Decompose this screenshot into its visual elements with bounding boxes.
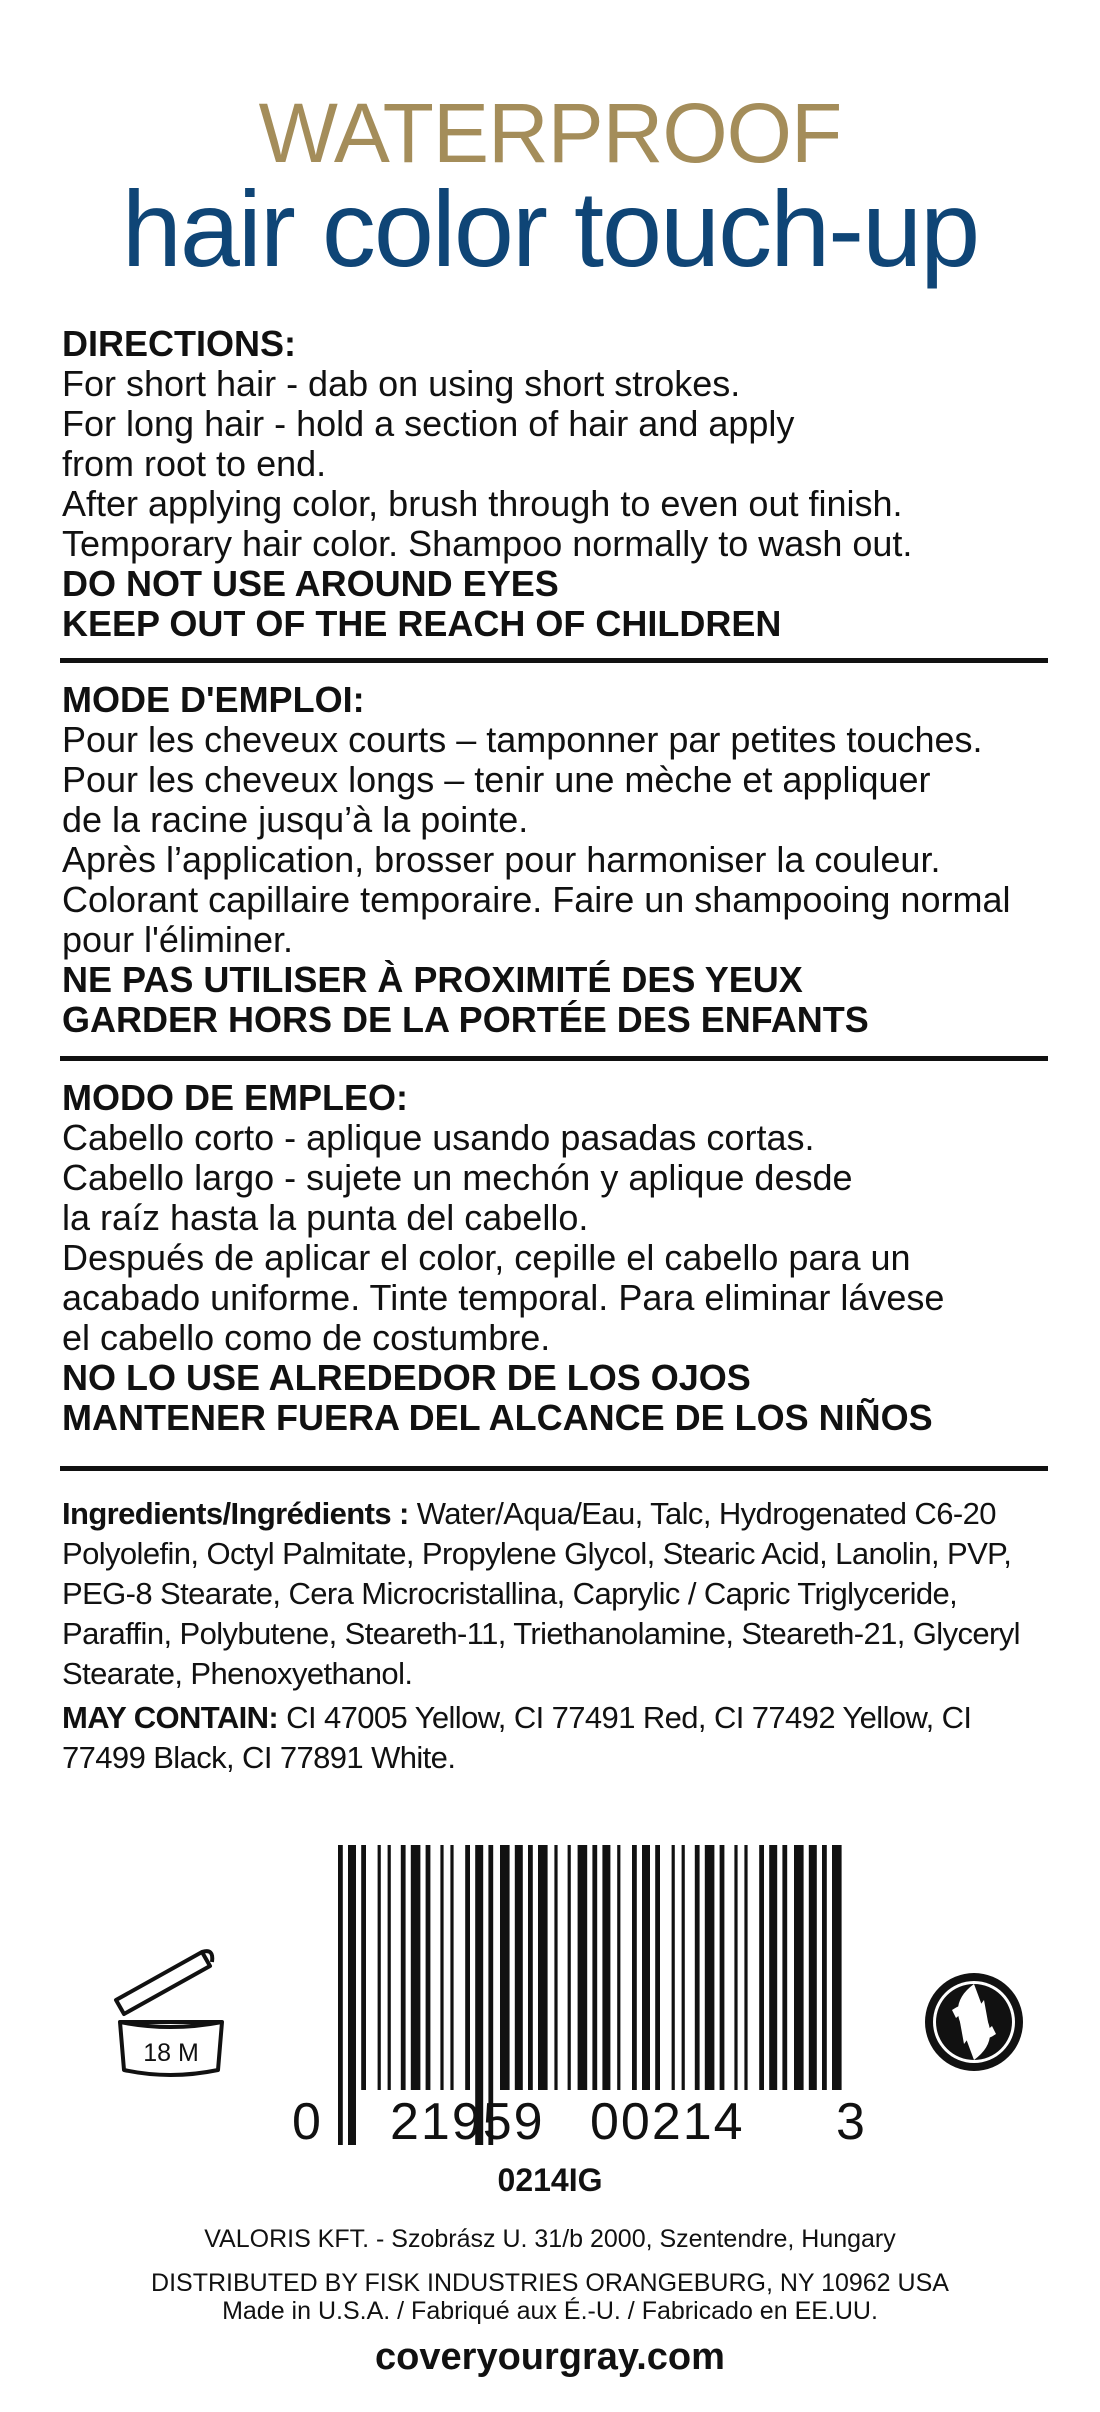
barcode-bar — [500, 1845, 510, 2090]
barcode-bar — [759, 1845, 764, 2090]
distributor-line: DISTRIBUTED BY FISK INDUSTRIES ORANGEBURG, NY 10962 USA — [151, 2269, 949, 2297]
barcode-bar — [744, 1845, 747, 2090]
ingredients-block — [62, 1494, 1052, 1778]
warning-line: KEEP OUT OF THE REACH OF CHILDREN — [62, 603, 782, 644]
direction-line: pour l'éliminer. — [62, 919, 293, 960]
barcode-bar — [782, 1845, 787, 2090]
green-dot-icon — [922, 1970, 1026, 2074]
product-code: 0214IG — [497, 2162, 603, 2198]
barcode-bar — [440, 1845, 443, 2090]
warning-line: NO LO USE ALREDEDOR DE LOS OJOS — [62, 1357, 751, 1398]
warning-line: DO NOT USE AROUND EYES — [62, 563, 559, 604]
direction-line: from root to end. — [62, 443, 327, 484]
barcode-bar — [832, 1845, 842, 2090]
barcode-bar — [682, 1845, 685, 2090]
barcode-bar — [592, 1845, 597, 2090]
ingredients-label: Ingredients/Ingrédients : — [62, 1496, 409, 1531]
barcode-bar — [809, 1845, 817, 2090]
barcode-bar — [695, 1845, 700, 2090]
open-jar-icon — [110, 1940, 240, 2080]
direction-line: Cabello largo - sujete un mechón y aplique desde — [62, 1157, 853, 1198]
ingredients-paragraph — [62, 1494, 1052, 1694]
brand-line-product: hair color touch-up — [121, 168, 979, 289]
barcode-bar — [734, 1845, 737, 2090]
barcode-digits-group1: 21959 — [390, 2093, 545, 2151]
barcode-bar — [705, 1845, 715, 2090]
barcode-bar — [554, 1845, 557, 2090]
barcode-bar — [411, 1845, 421, 2090]
direction-line: Colorant capillaire temporaire. Faire un shampooing normal — [62, 879, 1011, 920]
manufacturer-address: VALORIS KFT. - Szobrász U. 31/b 2000, Szentendre, Hungary — [204, 2225, 896, 2253]
direction-line: Cabello corto - aplique usando pasadas cortas. — [62, 1117, 815, 1158]
barcode-bar — [822, 1845, 827, 2090]
barcode-bar — [338, 1845, 343, 2145]
barcode-bar — [672, 1845, 675, 2090]
barcode-bar — [348, 1845, 356, 2145]
warning-line: NE PAS UTILISER À PROXIMITÉ DES YEUX — [62, 959, 803, 1000]
website-link[interactable]: coveryourgray.com — [375, 2336, 725, 2378]
barcode-bar — [617, 1845, 620, 2090]
may-contain-label: MAY CONTAIN: — [62, 1700, 279, 1735]
section-divider — [60, 1466, 1048, 1471]
barcode-bar — [720, 1845, 725, 2090]
barcode-bar — [450, 1845, 453, 2090]
direction-line: Pour les cheveux longs – tenir une mèche et appliquer — [62, 759, 931, 800]
barcode-bar — [401, 1845, 406, 2090]
section-divider — [60, 658, 1048, 663]
direction-line: Temporary hair color. Shampoo normally to wash out. — [62, 523, 913, 564]
directions-heading: MODE D'EMPLOI: — [62, 679, 365, 720]
barcode-bar — [642, 1845, 650, 2090]
direction-line: Après l’application, brosser pour harmoniser la couleur. — [62, 839, 941, 880]
barcode-bar — [568, 1845, 571, 2090]
barcode-bar — [388, 1845, 391, 2090]
barcode-bar — [515, 1845, 523, 2090]
barcode-bar — [655, 1845, 660, 2090]
barcode-bar — [794, 1845, 804, 2090]
pao-label: 18 M — [143, 2039, 199, 2067]
directions-heading: DIRECTIONS: — [62, 323, 296, 364]
section-divider — [60, 1056, 1048, 1061]
barcode-digit-right: 3 — [836, 2093, 867, 2151]
brand-line-waterproof: WATERPROOF — [258, 86, 842, 180]
directions-english — [62, 324, 1052, 644]
directions-spanish — [62, 1078, 1052, 1438]
warning-line: MANTENER FUERA DEL ALCANCE DE LOS NIÑOS — [62, 1397, 933, 1438]
direction-line: el cabello como de costumbre. — [62, 1317, 551, 1358]
direction-line: acabado uniforme. Tinte temporal. Para eliminar lávese — [62, 1277, 945, 1318]
barcode-bar — [632, 1845, 637, 2090]
made-in-line: Made in U.S.A. / Fabriqué aux É.-U. / Fabricado en EE.UU. — [222, 2297, 878, 2325]
may-contain-paragraph — [62, 1698, 1052, 1778]
barcode-digits-group2: 00214 — [590, 2093, 745, 2151]
direction-line: Después de aplicar el color, cepille el cabello para un — [62, 1237, 911, 1278]
may-contain-text: CI 47005 Yellow, CI 77491 Red, CI 77492 Yellow, CI 77499 Black, CI 77891 White. — [62, 1700, 972, 1775]
barcode-bar — [465, 1845, 470, 2090]
barcode-bar — [602, 1845, 610, 2090]
direction-line: Pour les cheveux courts – tamponner par petites touches. — [62, 719, 983, 760]
barcode-bar — [578, 1845, 588, 2090]
barcode-bar — [538, 1845, 548, 2090]
directions-heading: MODO DE EMPLEO: — [62, 1077, 409, 1118]
barcode-bar — [361, 1845, 366, 2090]
barcode-bar — [769, 1845, 777, 2090]
direction-line: la raíz hasta la punta del cabello. — [62, 1197, 589, 1238]
barcode-bar — [378, 1845, 381, 2090]
barcode-digit-left: 0 — [292, 2093, 323, 2151]
barcode-bar — [528, 1845, 533, 2090]
direction-line: de la racine jusqu’à la pointe. — [62, 799, 529, 840]
directions-french — [62, 680, 1052, 1040]
barcode-bar — [426, 1845, 431, 2090]
ingredients-text: Water/Aqua/Eau, Talc, Hydrogenated C6-20 Polyolefin, Octyl Palmitate, Propylene Glycol, Stearic Acid, Lanolin, PVP, PEG-8 Stearate, Cera Microcristallina, Caprylic / Capric Triglyceride, Paraffin, Polybutene, Steareth-11, Triethanolamine, Steareth-21, Glyceryl Stearate, Phenoxyethanol. — [62, 1496, 1020, 1691]
direction-line: For long hair - hold a section of hair and apply — [62, 403, 795, 444]
direction-line: After applying color, brush through to even out finish. — [62, 483, 903, 524]
direction-line: For short hair - dab on using short strokes. — [62, 363, 741, 404]
warning-line: GARDER HORS DE LA PORTÉE DES ENFANTS — [62, 999, 869, 1040]
